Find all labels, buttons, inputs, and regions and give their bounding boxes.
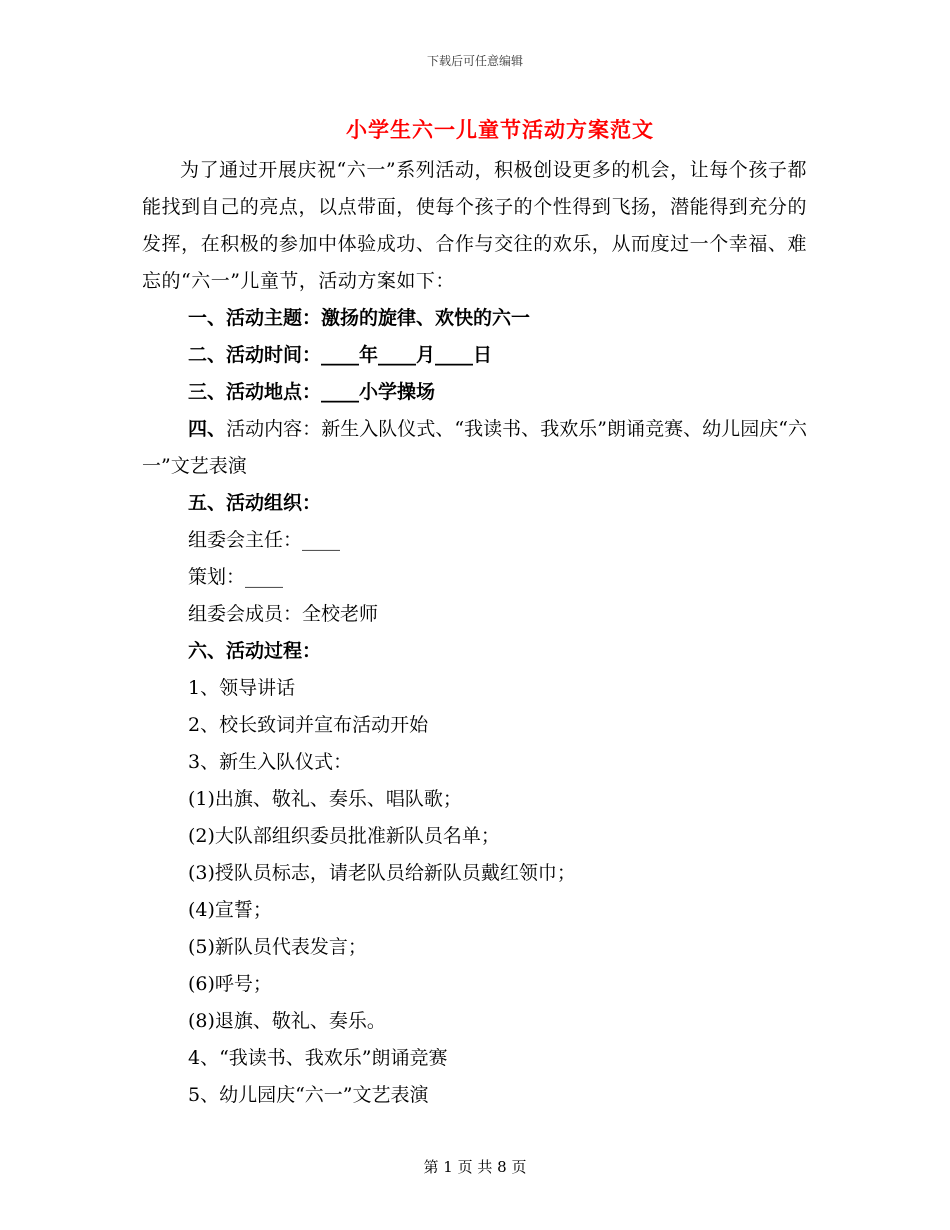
process-item: 4、“我读书、我欢乐”朗诵竞赛 <box>188 1047 448 1069</box>
process-item: (8)退旗、敬礼、奏乐。 <box>188 1010 386 1032</box>
section-content <box>142 411 807 485</box>
section-process: 六、活动过程： <box>188 640 322 662</box>
section-content-label: 四、 <box>188 418 227 440</box>
process-item: 2、校长致词并宣布活动开始 <box>188 714 429 736</box>
section-theme: 一、活动主题：激扬的旋律、欢快的六一 <box>188 307 531 329</box>
section-time: 二、活动时间：____年____月____日 <box>188 344 493 366</box>
organization-members: 组委会成员：全校老师 <box>188 603 379 625</box>
section-content-text: 活动内容：新生入队仪式、“我读书、我欢乐”朗诵竞赛、幼儿园庆“六一”文艺表演 <box>142 418 807 477</box>
process-item: (4)宣誓； <box>188 899 272 921</box>
section-place: 三、活动地点：____小学操场 <box>188 381 436 403</box>
organization-director: 组委会主任：____ <box>188 529 341 551</box>
intro-paragraph: 为了通过开展庆祝“六一”系列活动，积极创设更多的机会，让每个孩子都能找到自己的亮点，以点带面，使每个孩子的个性得到飞扬，潜能得到充分的发挥，在积极的参加中体验成功、合作与交往的欢乐，从而度过一个幸福、难忘的“六一”儿童节，活动方案如下： <box>142 159 807 292</box>
organization-planner: 策划：____ <box>188 566 284 588</box>
process-item: (1)出旗、敬礼、奏乐、唱队歌； <box>188 788 462 810</box>
process-item: 1、领导讲话 <box>188 677 296 699</box>
document-title: 小学生六一儿童节活动方案范文 <box>346 117 654 142</box>
process-item: (3)授队员标志，请老队员给新队员戴红领巾； <box>188 862 576 884</box>
document-body <box>142 152 807 1114</box>
process-item: (2)大队部组织委员批准新队员名单； <box>188 825 500 847</box>
process-item: 3、新生入队仪式： <box>188 751 353 773</box>
section-organization: 五、活动组织： <box>188 492 322 514</box>
page-header-note: 下载后可任意编辑 <box>426 54 523 68</box>
page-footer: 第 1 页 共 8 页 <box>423 1158 527 1176</box>
process-item: (5)新队员代表发言； <box>188 936 367 958</box>
process-item: (6)呼号； <box>188 973 272 995</box>
process-item: 5、幼儿园庆“六一”文艺表演 <box>188 1084 429 1106</box>
